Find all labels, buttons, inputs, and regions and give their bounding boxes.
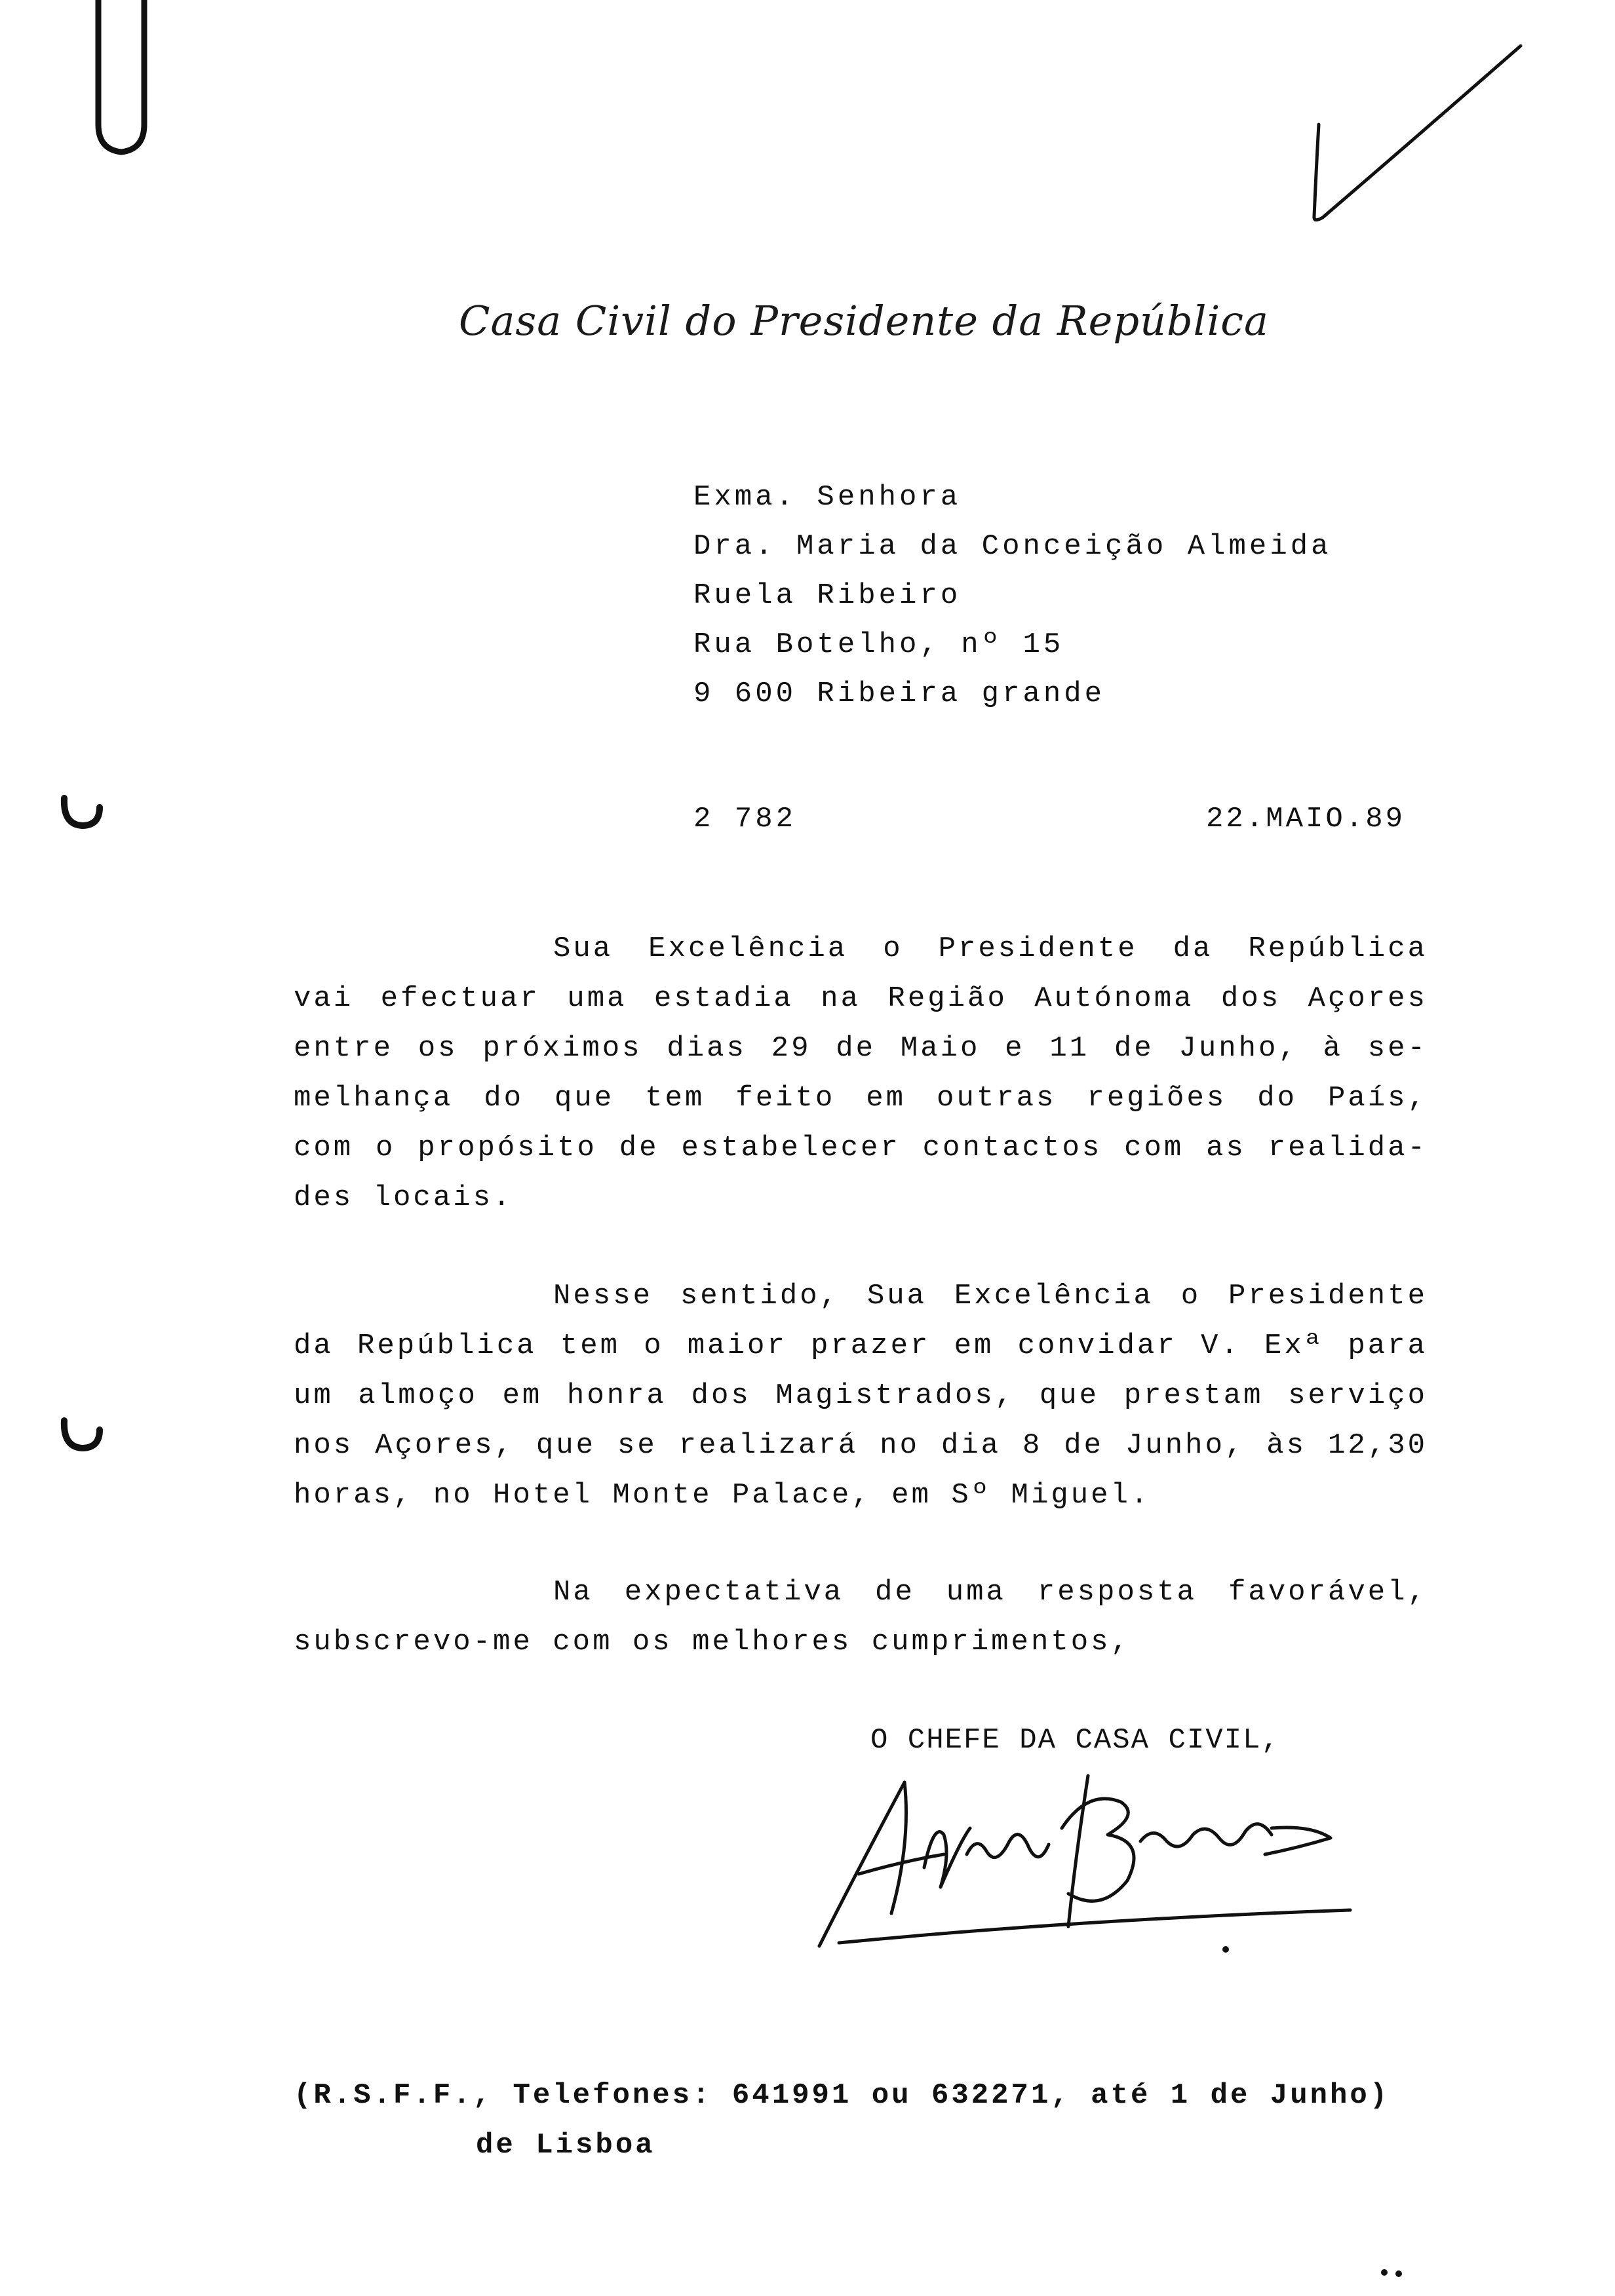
- letter-date: 22.MAIO.89: [1206, 803, 1406, 835]
- punch-hole-mark: [59, 1415, 105, 1455]
- punch-hole-mark: [59, 793, 105, 832]
- footer-location-line: de Lisboa: [476, 2129, 655, 2162]
- paragraph-line: da República tem o maior prazer em convidar V. Exª para: [294, 1330, 1428, 1362]
- addressee-salutation: Exma. Senhora: [693, 481, 962, 514]
- addressee-name: Dra. Maria da Conceição Almeida: [693, 530, 1332, 563]
- paragraph-line: entre os próximos dias 29 de Maio e 11 de Junho, à se-: [294, 1032, 1428, 1065]
- stray-ink-dots: [1376, 2266, 1409, 2279]
- binder-clip-mark: [85, 0, 157, 157]
- paragraph-line: um almoço em honra dos Magistrados, que prestam serviço: [294, 1379, 1428, 1412]
- paragraph-line: des locais.: [294, 1181, 513, 1214]
- addressee-city: 9 600 Ribeira grande: [693, 678, 1106, 710]
- body-paragraph-3: [294, 1567, 1428, 1667]
- letterhead-title: Casa Civil do Presidente da República: [459, 297, 1269, 345]
- paragraph-line: nos Açores, que se realizará no dia 8 de Junho, às 12,30: [294, 1429, 1428, 1462]
- paragraph-line: melhança do que tem feito em outras regiões do País,: [294, 1082, 1428, 1115]
- paragraph-line: horas, no Hotel Monte Palace, em Sº Miguel.: [294, 1479, 1151, 1512]
- paragraph-line: vai efectuar uma estadia na Região Autónoma dos Açores: [294, 982, 1428, 1015]
- reference-number: 2 782: [693, 803, 797, 835]
- footer-note: [294, 2071, 1408, 2170]
- footer-rsvp-line: (R.S.F.F., Telefones: 641991 ou 632271, até 1 de Junho): [294, 2079, 1390, 2112]
- paragraph-line: Sua Excelência o Presidente da República: [553, 932, 1428, 965]
- addressee-street: Rua Botelho, nº 15: [693, 628, 1064, 661]
- closing-title: O CHEFE DA CASA CIVIL,: [870, 1724, 1280, 1757]
- body-paragraph-2: [294, 1271, 1428, 1520]
- addressee-block: [693, 473, 1546, 719]
- check-mark-icon: [1304, 39, 1527, 229]
- paragraph-line: Na expectativa de uma resposta favorável,: [553, 1576, 1428, 1609]
- paragraph-line: com o propósito de estabelecer contactos com as realida-: [294, 1132, 1428, 1164]
- paragraph-line: Nesse sentido, Sua Excelência o Presidente: [553, 1280, 1428, 1312]
- body-paragraph-1: [294, 924, 1428, 1223]
- addressee-name-continued: Ruela Ribeiro: [693, 579, 962, 612]
- signature: [813, 1763, 1363, 1959]
- paragraph-line: subscrevo-me com os melhores cumprimentos,: [294, 1626, 1131, 1658]
